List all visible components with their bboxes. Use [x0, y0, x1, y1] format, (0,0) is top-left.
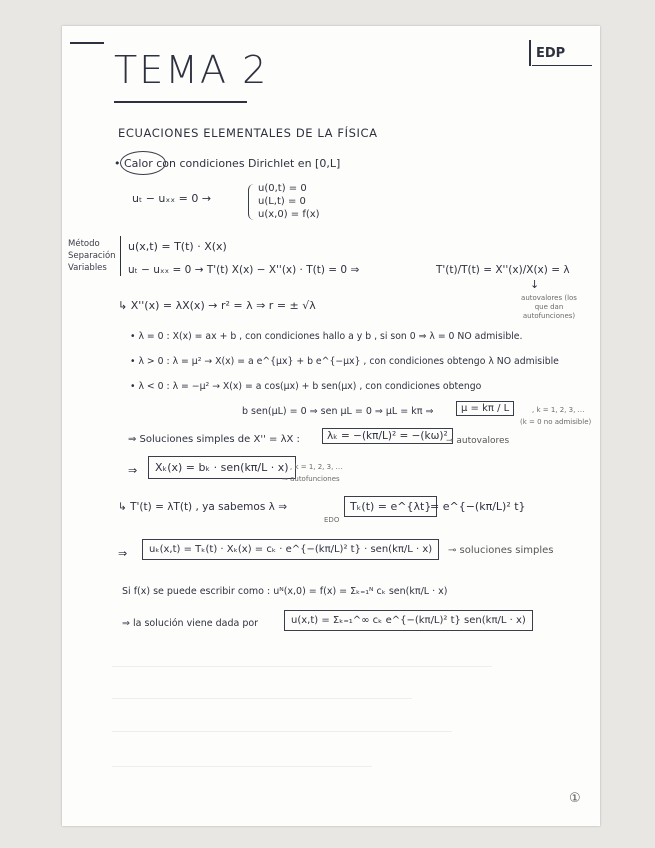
- bsen-line: b sen(μL) = 0 ⇒ sen μL = 0 ⇒ μL = kπ ⇒: [242, 406, 434, 417]
- autovalores-label: ⊸ autovalores: [446, 436, 510, 446]
- fourier-condition: Si f(x) se puede escribir como : uᴺ(x,0) = f(x) = Σₖ₌₁ᴺ cₖ sen(kπ/L · x): [122, 586, 448, 597]
- metodo-bar: [120, 236, 121, 276]
- autovalores-note: autovalores (los que dan autofunciones): [521, 294, 577, 320]
- corner-stroke: [70, 42, 104, 44]
- mu-box: μ = kπ / L: [456, 401, 514, 416]
- t-equation: ↳ T'(t) = λT(t) , ya sabemos λ ⇒: [118, 501, 287, 513]
- condition-1: u(0,t) = 0: [258, 183, 307, 194]
- tk-rest: = e^{−(kπ/L)² t}: [430, 500, 526, 513]
- xk-note: , k = 1, 2, 3, …: [290, 463, 343, 471]
- autovalores-arrow: ↓: [530, 278, 540, 291]
- bleed-line: [112, 698, 412, 699]
- calor-bullet: • Calor con condiciones Dirichlet en [0,L]: [114, 157, 341, 170]
- case-lambda-negative: • λ < 0 : λ = −μ² → X(x) = a cos(μx) + b sen(μx) , con condiciones obtengo: [130, 381, 482, 392]
- bleed-line: [112, 666, 492, 667]
- conditions-brace: [248, 184, 255, 220]
- tk-box: Tₖ(t) = e^{λt}: [344, 496, 437, 517]
- k-note: , k = 1, 2, 3, …: [532, 406, 585, 414]
- case-lambda-zero: • λ = 0 : X(x) = ax + b , con condiciones hallo a y b , si son 0 ⇒ λ = 0 NO admisible.: [130, 331, 523, 342]
- lambda-k-box: λₖ = −(kπ/L)² = −(kω)²: [322, 428, 453, 444]
- separation-fraction: T'(t)/T(t) = X''(x)/X(x) = λ: [436, 264, 570, 276]
- edo-label: EDO: [324, 516, 340, 524]
- page-title: TEMA 2: [114, 48, 269, 92]
- uk-arrow: ⇒: [118, 547, 128, 560]
- calor-circle: [120, 151, 166, 175]
- condition-2: u(L,t) = 0: [258, 196, 306, 207]
- bleed-line: [112, 766, 372, 767]
- simple-solutions-line: ⇒ Soluciones simples de X'' = λX :: [128, 434, 300, 445]
- section-subtitle: ECUACIONES ELEMENTALES DE LA FÍSICA: [118, 126, 378, 140]
- heat-equation: uₜ − uₓₓ = 0 →: [132, 192, 212, 205]
- title-underline: [114, 101, 247, 103]
- metodo-label: Método Separación Variables: [68, 239, 116, 273]
- condition-3: u(x,0) = f(x): [258, 209, 320, 220]
- solution-box: u(x,t) = Σₖ₌₁^∞ cₖ e^{−(kπ/L)² t} sen(kπ/L · x): [284, 610, 533, 631]
- notebook-page: [62, 26, 600, 826]
- page-number: ①: [569, 791, 581, 806]
- bleed-line: [112, 731, 452, 732]
- x-equation: ↳ X''(x) = λX(x) → r² = λ ⇒ r = ± √λ: [118, 299, 316, 312]
- simple-solutions-note: ⊸ soluciones simples: [448, 545, 554, 556]
- uk-box: uₖ(x,t) = Tₖ(t) · Xₖ(x) = cₖ · e^{−(kπ/L)² t} · sen(kπ/L · x): [142, 539, 439, 560]
- autofunciones-label: ⊸ autofunciones: [282, 475, 340, 483]
- tag-underline: [532, 65, 592, 66]
- xk-arrow: ⇒: [128, 464, 138, 477]
- separation-equation: uₜ − uₓₓ = 0 → T'(t) X(x) − X''(x) · T(t) = 0 ⇒: [128, 264, 360, 276]
- edp-tag: EDP: [536, 46, 566, 61]
- case-lambda-positive: • λ > 0 : λ = μ² → X(x) = a e^{μx} + b e^{−μx} , con condiciones obtengo λ NO admisible: [130, 356, 559, 367]
- solution-intro: ⇒ la solución viene dada por: [122, 618, 259, 629]
- tag-bar: [529, 40, 531, 66]
- k-note-2: (k = 0 no admisible): [520, 418, 592, 426]
- separation-ansatz: u(x,t) = T(t) · X(x): [128, 240, 227, 253]
- xk-box: Xₖ(x) = bₖ · sen(kπ/L · x): [148, 456, 296, 479]
